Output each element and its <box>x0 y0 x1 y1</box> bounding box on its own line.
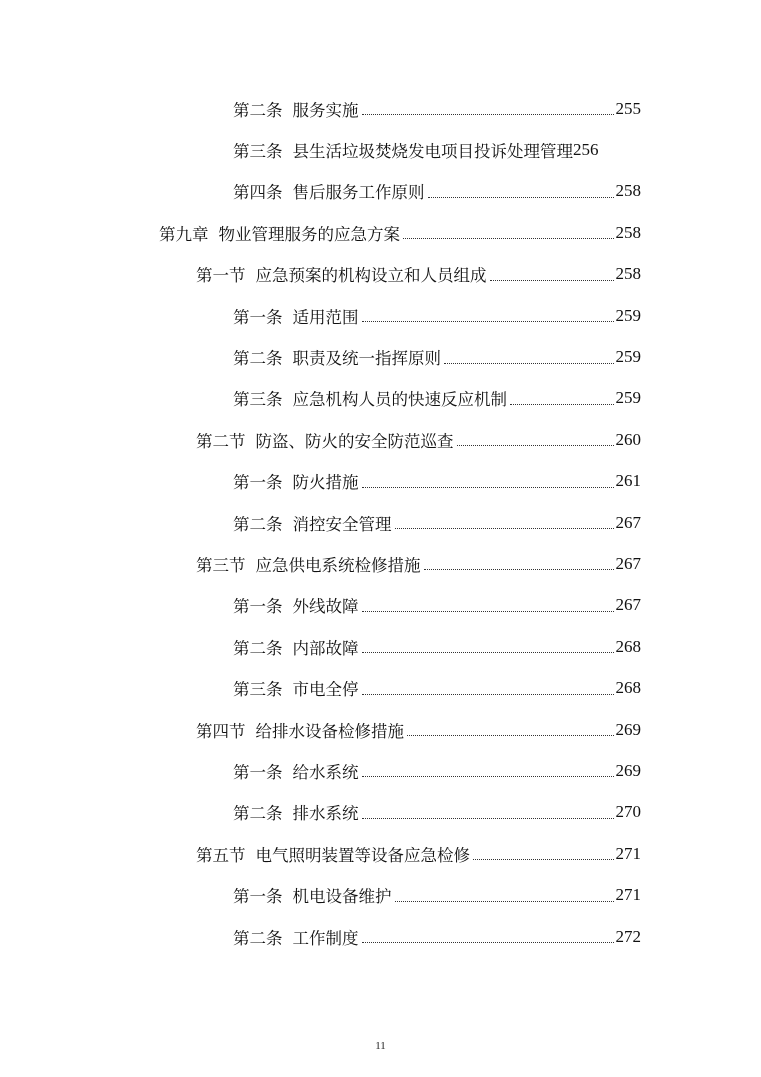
toc-entry-text <box>233 759 359 783</box>
toc-entry-page: 269 <box>615 719 641 739</box>
toc-entry-label: 第二条 <box>233 349 283 369</box>
toc-entry-text <box>196 428 454 452</box>
toc-dot-leader <box>510 404 614 405</box>
toc-entry-text <box>196 262 487 286</box>
toc-entry-title: 适用范围 <box>292 307 359 327</box>
toc-entry-label: 第一条 <box>233 307 283 327</box>
toc-entry-page: 261 <box>615 471 641 491</box>
toc-entry-page: 259 <box>615 388 641 408</box>
toc-entry-title: 电气照明装置等设备应急检修 <box>255 845 470 865</box>
table-of-contents <box>0 88 761 957</box>
toc-entry-label: 第一条 <box>233 762 283 782</box>
toc-dot-leader <box>395 528 614 529</box>
toc-entry-page: 258 <box>615 181 641 201</box>
toc-entry[interactable] <box>0 254 761 295</box>
toc-entry[interactable] <box>0 585 761 626</box>
toc-dot-leader <box>362 611 614 612</box>
toc-entry[interactable] <box>0 461 761 502</box>
toc-entry-text <box>196 842 470 866</box>
toc-entry[interactable] <box>0 833 761 874</box>
toc-entry[interactable] <box>0 626 761 667</box>
toc-entry-page: 267 <box>615 553 641 573</box>
toc-entry-text <box>233 386 507 410</box>
toc-entry-text <box>196 718 404 742</box>
toc-entry[interactable] <box>0 378 761 419</box>
toc-entry-label: 第三条 <box>233 390 283 410</box>
toc-dot-leader <box>362 818 614 819</box>
toc-entry-label: 第二条 <box>233 100 283 120</box>
toc-entry-title: 应急机构人员的快速反应机制 <box>292 390 507 410</box>
toc-entry-title: 售后服务工作原则 <box>292 183 425 203</box>
toc-entry-text <box>233 138 573 162</box>
toc-entry-text <box>233 304 359 328</box>
toc-entry[interactable] <box>0 171 761 212</box>
toc-entry-title: 给水系统 <box>292 762 359 782</box>
toc-entry[interactable] <box>0 419 761 460</box>
toc-entry-label: 第一条 <box>233 887 283 907</box>
toc-entry-text <box>233 800 359 824</box>
toc-entry-title: 物业管理服务的应急方案 <box>218 224 400 244</box>
toc-entry-label: 第一条 <box>233 597 283 617</box>
toc-entry-text <box>233 345 441 369</box>
toc-entry-page: 256 <box>573 140 599 160</box>
toc-entry[interactable] <box>0 129 761 170</box>
toc-entry-title: 消控安全管理 <box>292 514 392 534</box>
toc-entry-text <box>233 883 392 907</box>
toc-entry-label: 第三条 <box>233 142 283 162</box>
toc-entry-label: 第五节 <box>196 845 246 865</box>
toc-entry[interactable] <box>0 502 761 543</box>
toc-entry-text <box>233 635 359 659</box>
toc-entry-title: 防火措施 <box>292 473 359 493</box>
toc-dot-leader <box>395 901 614 902</box>
toc-entry-page: 255 <box>615 98 641 118</box>
toc-entry-label: 第二条 <box>233 638 283 658</box>
toc-dot-leader <box>490 280 614 281</box>
toc-entry[interactable] <box>0 667 761 708</box>
toc-dot-leader <box>362 321 614 322</box>
toc-entry-page: 271 <box>615 885 641 905</box>
toc-dot-leader <box>457 445 614 446</box>
toc-entry-label: 第三节 <box>196 555 246 575</box>
toc-entry-text <box>233 925 359 949</box>
toc-entry-title: 外线故障 <box>292 597 359 617</box>
toc-entry-page: 270 <box>615 802 641 822</box>
toc-entry-label: 第四条 <box>233 183 283 203</box>
page-number: 11 <box>375 1040 386 1052</box>
toc-entry-title: 防盗、防火的安全防范巡查 <box>255 431 454 451</box>
toc-entry-text <box>196 552 421 576</box>
toc-entry-text <box>233 593 359 617</box>
toc-entry-page: 269 <box>615 760 641 780</box>
toc-entry-title: 职责及统一指挥原则 <box>292 349 441 369</box>
toc-entry[interactable] <box>0 543 761 584</box>
toc-dot-leader <box>407 735 614 736</box>
toc-entry-label: 第三条 <box>233 680 283 700</box>
toc-dot-leader <box>362 114 614 115</box>
toc-entry[interactable] <box>0 295 761 336</box>
toc-entry-page: 258 <box>615 222 641 242</box>
toc-entry-title: 机电设备维护 <box>292 887 392 907</box>
toc-entry[interactable] <box>0 709 761 750</box>
toc-entry-label: 第四节 <box>196 721 246 741</box>
toc-entry-title: 工作制度 <box>292 928 359 948</box>
toc-entry-title: 应急预案的机构设立和人员组成 <box>255 266 487 286</box>
toc-entry[interactable] <box>0 336 761 377</box>
toc-entry[interactable] <box>0 792 761 833</box>
toc-entry-page: 268 <box>615 636 641 656</box>
toc-dot-leader <box>444 363 614 364</box>
toc-dot-leader <box>362 694 614 695</box>
toc-entry-page: 260 <box>615 429 641 449</box>
toc-entry-page: 272 <box>615 926 641 946</box>
toc-entry[interactable] <box>0 916 761 957</box>
toc-entry-page: 271 <box>615 843 641 863</box>
toc-entry-title: 市电全停 <box>292 680 359 700</box>
toc-entry-title: 给排水设备检修措施 <box>255 721 404 741</box>
toc-entry-page: 267 <box>615 512 641 532</box>
toc-entry-page: 259 <box>615 347 641 367</box>
toc-entry-label: 第一条 <box>233 473 283 493</box>
toc-entry-page: 258 <box>615 264 641 284</box>
toc-entry[interactable] <box>0 88 761 129</box>
toc-entry[interactable] <box>0 750 761 791</box>
toc-entry-title: 排水系统 <box>292 804 359 824</box>
toc-entry-text <box>233 97 359 121</box>
toc-entry-page: 259 <box>615 305 641 325</box>
toc-dot-leader <box>362 942 614 943</box>
toc-entry-text <box>233 179 425 203</box>
toc-entry-text <box>233 676 359 700</box>
toc-entry-label: 第二节 <box>196 431 246 451</box>
toc-entry-label: 第二条 <box>233 928 283 948</box>
toc-entry-text <box>159 221 400 245</box>
toc-entry-title: 内部故障 <box>292 638 359 658</box>
toc-dot-leader <box>473 859 614 860</box>
toc-entry-label: 第二条 <box>233 514 283 534</box>
toc-entry-text <box>233 469 359 493</box>
toc-entry-page: 267 <box>615 595 641 615</box>
toc-entry-title: 县生活垃圾焚烧发电项目投诉处理管理 <box>292 142 573 162</box>
toc-entry-title: 服务实施 <box>292 100 359 120</box>
toc-dot-leader <box>362 487 614 488</box>
toc-entry-text <box>233 511 392 535</box>
toc-entry[interactable] <box>0 212 761 253</box>
toc-entry-label: 第一节 <box>196 266 246 286</box>
toc-entry-title: 应急供电系统检修措施 <box>255 555 421 575</box>
toc-entry-label: 第九章 <box>159 224 209 244</box>
toc-dot-leader <box>403 238 614 239</box>
toc-dot-leader <box>428 197 614 198</box>
toc-entry-page: 268 <box>615 678 641 698</box>
toc-entry[interactable] <box>0 874 761 915</box>
toc-dot-leader <box>424 569 614 570</box>
toc-dot-leader <box>362 776 614 777</box>
toc-dot-leader <box>362 652 614 653</box>
toc-entry-label: 第二条 <box>233 804 283 824</box>
